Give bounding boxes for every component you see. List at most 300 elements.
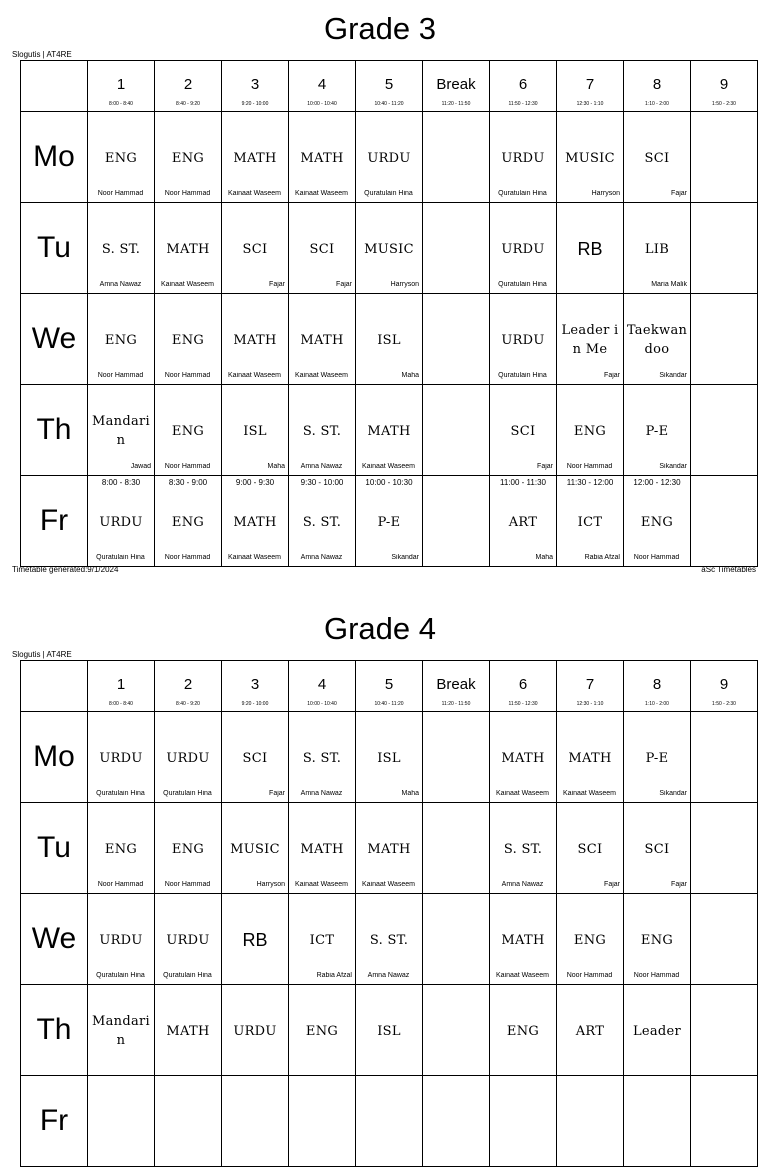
lesson-cell [356, 894, 423, 985]
lesson-cell [490, 712, 557, 803]
subject-label: ART [575, 1023, 605, 1039]
teacher-name: Noor Hammad [566, 463, 613, 470]
lesson-cell [624, 894, 691, 985]
teacher-name: Quratulain Hina [96, 790, 145, 797]
lesson-cell [356, 712, 423, 803]
day-label: Th [21, 385, 88, 476]
period-number: 2 [183, 676, 193, 693]
period-time: 9:20 - 10:00 [241, 101, 269, 107]
lesson-cell [88, 385, 155, 476]
teacher-name: Amna Nawaz [367, 972, 410, 979]
lesson-cell [557, 203, 624, 294]
teacher-name: Maha [267, 463, 285, 470]
subject-label: URDU [99, 932, 143, 948]
lesson-cell [222, 803, 289, 894]
empty-cell [691, 985, 758, 1076]
corner-cell [21, 661, 88, 712]
period-number: 8 [652, 76, 662, 93]
subject-label: ENG [104, 150, 138, 166]
subject-label: MATH [166, 241, 210, 257]
subject-label: RB [577, 238, 603, 259]
teacher-name: Noor Hammad [164, 190, 211, 197]
teacher-name: Maha [401, 790, 419, 797]
teacher-name: Kainaat Waseem [294, 372, 349, 379]
lesson-cell [557, 803, 624, 894]
subject-label: ENG [104, 841, 138, 857]
teacher-name: Quratulain Hina [163, 972, 212, 979]
subject-label: ENG [573, 423, 607, 439]
lesson-cell [624, 803, 691, 894]
teacher-name: Amna Nawaz [300, 554, 343, 561]
teacher-name: Maria Malik [651, 281, 687, 288]
subject-label: SCI [242, 750, 268, 766]
subject-label: ENG [640, 932, 674, 948]
day-label: Tu [21, 203, 88, 294]
period-header [691, 661, 758, 712]
lesson-cell [557, 985, 624, 1076]
period-time: 11:50 - 12:30 [508, 101, 538, 107]
subject-label: MATH [300, 332, 344, 348]
lesson-cell [490, 294, 557, 385]
period-time: 11:50 - 12:30 [508, 701, 538, 707]
teacher-name: Amna Nawaz [501, 881, 544, 888]
subject-label: LIB [644, 241, 670, 257]
subject-label: ENG [171, 150, 205, 166]
teacher-name: Rabia Afzal [584, 554, 620, 561]
lesson-cell [356, 294, 423, 385]
lesson-cell [624, 712, 691, 803]
period-header [624, 61, 691, 112]
lesson-cell [155, 985, 222, 1076]
lesson-cell [624, 203, 691, 294]
corner-cell [21, 61, 88, 112]
subject-label: URDU [99, 514, 143, 530]
period-time: 1:10 - 2:00 [645, 701, 669, 707]
lesson-cell [222, 112, 289, 203]
teacher-name: Maha [535, 554, 553, 561]
teacher-name: Fajar [336, 281, 352, 288]
subject-label: SCI [510, 423, 536, 439]
teacher-name: Kainaat Waseem [361, 881, 416, 888]
subject-label: SCI [577, 841, 603, 857]
empty-cell [691, 294, 758, 385]
lesson-cell [155, 803, 222, 894]
period-number: Break [436, 676, 476, 693]
teacher-name: Kainaat Waseem [495, 972, 550, 979]
period-header [490, 661, 557, 712]
subject-label: ENG [171, 514, 205, 530]
lesson-cell [155, 203, 222, 294]
teacher-name: Noor Hammad [97, 372, 144, 379]
teacher-name: Fajar [269, 790, 285, 797]
subject-label: SCI [309, 241, 335, 257]
empty-cell [423, 712, 490, 803]
subject-label: P-E [645, 750, 669, 766]
lesson-cell [289, 476, 356, 567]
subject-label: S. ST. [302, 514, 342, 530]
subject-label: ENG [640, 514, 674, 530]
empty-cell [423, 476, 490, 567]
teacher-name: Quratulain Hina [96, 554, 145, 561]
empty-cell [691, 476, 758, 567]
lesson-cell [88, 985, 155, 1076]
subject-label: MATH [568, 750, 612, 766]
teacher-name: Noor Hammad [164, 881, 211, 888]
empty-cell [423, 203, 490, 294]
teacher-name: Quratulain Hina [163, 790, 212, 797]
period-number: 3 [250, 676, 260, 693]
period-time: 8:00 - 8:40 [109, 101, 133, 107]
teacher-name: Sikandar [659, 372, 687, 379]
lesson-cell [624, 294, 691, 385]
period-header [289, 661, 356, 712]
subject-label: ICT [577, 514, 603, 530]
teacher-name: Kainaat Waseem [227, 190, 282, 197]
lesson-cell [356, 385, 423, 476]
subject-label: S. ST. [302, 750, 342, 766]
subject-label: MATH [300, 150, 344, 166]
lesson-cell [557, 112, 624, 203]
empty-cell [423, 294, 490, 385]
lesson-cell [289, 203, 356, 294]
period-time: 1:50 - 2:30 [712, 701, 736, 707]
subject-label: URDU [233, 1023, 277, 1039]
lesson-cell [490, 112, 557, 203]
teacher-name: Quratulain Hina [364, 190, 413, 197]
lesson-time: 11:00 - 11:30 [500, 478, 546, 487]
period-header [88, 661, 155, 712]
day-label: Mo [21, 712, 88, 803]
empty-cell [88, 1076, 155, 1167]
subject-label: URDU [501, 332, 545, 348]
subject-label: ENG [171, 423, 205, 439]
subject-label: Taekwandoo [626, 323, 688, 357]
lesson-cell [490, 894, 557, 985]
period-number: 9 [719, 76, 729, 93]
teacher-name: Sikandar [659, 790, 687, 797]
period-number: 6 [518, 76, 528, 93]
lesson-cell [356, 985, 423, 1076]
lesson-cell [557, 712, 624, 803]
empty-cell [691, 112, 758, 203]
period-time: 8:00 - 8:40 [109, 701, 133, 707]
subject-label: MATH [501, 932, 545, 948]
teacher-name: Noor Hammad [633, 554, 680, 561]
period-header [356, 61, 423, 112]
school-name: Slogutis | AT4RE [12, 650, 72, 659]
lesson-cell [88, 476, 155, 567]
empty-cell [155, 1076, 222, 1167]
lesson-time: 11:30 - 12:00 [566, 478, 614, 487]
teacher-name: Fajar [604, 372, 620, 379]
day-label: We [21, 894, 88, 985]
lesson-cell [88, 712, 155, 803]
subject-label: URDU [166, 932, 210, 948]
empty-cell [423, 803, 490, 894]
empty-cell [423, 985, 490, 1076]
period-time: 12:30 - 1:10 [576, 701, 604, 707]
teacher-name: Kainaat Waseem [227, 372, 282, 379]
subject-label: URDU [166, 750, 210, 766]
subject-label: Leader in Me [561, 323, 619, 357]
subject-label: RB [242, 929, 268, 950]
period-header [88, 61, 155, 112]
subject-label: MUSIC [565, 150, 615, 166]
subject-label: MATH [166, 1023, 210, 1039]
subject-label: P-E [645, 423, 669, 439]
empty-cell [289, 1076, 356, 1167]
empty-cell [490, 1076, 557, 1167]
period-time: 8:40 - 9:20 [176, 101, 200, 107]
period-header [155, 61, 222, 112]
period-time: 8:40 - 9:20 [176, 701, 200, 707]
empty-cell [356, 1076, 423, 1167]
teacher-name: Quratulain Hina [498, 372, 547, 379]
subject-label: URDU [99, 750, 143, 766]
period-header [490, 61, 557, 112]
teacher-name: Kainaat Waseem [495, 790, 550, 797]
teacher-name: Kainaat Waseem [562, 790, 617, 797]
period-time: 1:10 - 2:00 [645, 101, 669, 107]
lesson-cell [289, 385, 356, 476]
subject-label: ISL [377, 332, 401, 348]
period-header [624, 661, 691, 712]
lesson-cell [490, 803, 557, 894]
subject-label: Mandarin [92, 1014, 150, 1048]
subject-label: ENG [104, 332, 138, 348]
period-time: 11:20 - 11:50 [441, 701, 471, 707]
period-header [423, 661, 490, 712]
teacher-name: Quratulain Hina [96, 972, 145, 979]
lesson-cell [222, 294, 289, 385]
empty-cell [691, 203, 758, 294]
lesson-cell [289, 803, 356, 894]
empty-cell [691, 1076, 758, 1167]
lesson-cell [490, 385, 557, 476]
period-header [356, 661, 423, 712]
empty-cell [222, 1076, 289, 1167]
period-number: 5 [384, 76, 394, 93]
lesson-cell [557, 476, 624, 567]
day-label: Mo [21, 112, 88, 203]
subject-label: ISL [243, 423, 267, 439]
subject-label: S. ST. [101, 241, 141, 257]
lesson-cell [624, 112, 691, 203]
lesson-cell [222, 894, 289, 985]
lesson-cell [490, 476, 557, 567]
teacher-name: Quratulain Hina [498, 281, 547, 288]
subject-label: ISL [377, 750, 401, 766]
teacher-name: Amna Nawaz [300, 463, 343, 470]
period-time: 10:40 - 11:20 [374, 701, 404, 707]
period-number: 7 [585, 76, 595, 93]
period-number: 1 [116, 76, 126, 93]
lesson-cell [557, 894, 624, 985]
subject-label: MATH [367, 423, 411, 439]
empty-cell [691, 712, 758, 803]
empty-cell [624, 1076, 691, 1167]
period-header [557, 661, 624, 712]
lesson-cell [490, 985, 557, 1076]
period-header [222, 661, 289, 712]
subject-label: URDU [501, 241, 545, 257]
period-time: 10:40 - 11:20 [374, 101, 404, 107]
lesson-cell [624, 385, 691, 476]
teacher-name: Harryson [591, 190, 620, 197]
subject-label: MATH [233, 514, 277, 530]
subject-label: MATH [300, 841, 344, 857]
teacher-name: Sikandar [659, 463, 687, 470]
empty-cell [557, 1076, 624, 1167]
subject-label: ART [508, 514, 538, 530]
lesson-cell [222, 712, 289, 803]
period-time: 1:50 - 2:30 [712, 101, 736, 107]
timetable-grid [20, 60, 758, 567]
subject-label: S. ST. [369, 932, 409, 948]
period-time: 10:00 - 10:40 [307, 701, 337, 707]
period-header [557, 61, 624, 112]
lesson-cell [155, 294, 222, 385]
lesson-cell [88, 112, 155, 203]
day-label: We [21, 294, 88, 385]
period-number: 8 [652, 676, 662, 693]
lesson-cell [289, 985, 356, 1076]
subject-label: ENG [573, 932, 607, 948]
lesson-cell [222, 476, 289, 567]
subject-label: MATH [233, 150, 277, 166]
lesson-cell [88, 803, 155, 894]
period-number: 9 [719, 676, 729, 693]
subject-label: URDU [367, 150, 411, 166]
teacher-name: Kainaat Waseem [294, 881, 349, 888]
lesson-time: 8:00 - 8:30 [101, 478, 141, 487]
period-header [222, 61, 289, 112]
period-number: 5 [384, 676, 394, 693]
empty-cell [691, 894, 758, 985]
empty-cell [691, 803, 758, 894]
teacher-name: Maha [401, 372, 419, 379]
subject-label: SCI [242, 241, 268, 257]
teacher-name: Sikandar [391, 554, 419, 561]
lesson-time: 9:00 - 9:30 [235, 478, 275, 487]
subject-label: ISL [377, 1023, 401, 1039]
period-header [289, 61, 356, 112]
lesson-cell [222, 985, 289, 1076]
teacher-name: Kainaat Waseem [160, 281, 215, 288]
period-number: 1 [116, 676, 126, 693]
day-label: Fr [21, 1076, 88, 1167]
generated-date: Timetable generated:9/1/2024 [12, 565, 119, 574]
lesson-cell [88, 894, 155, 985]
teacher-name: Fajar [671, 190, 687, 197]
timetable-title: Grade 4 [323, 611, 436, 646]
teacher-name: Kainaat Waseem [227, 554, 282, 561]
subject-label: MATH [501, 750, 545, 766]
subject-label: ENG [171, 841, 205, 857]
period-number: 6 [518, 676, 528, 693]
day-label: Th [21, 985, 88, 1076]
lesson-cell [557, 294, 624, 385]
lesson-cell [155, 476, 222, 567]
subject-label: MATH [367, 841, 411, 857]
teacher-name: Noor Hammad [164, 372, 211, 379]
lesson-cell [624, 985, 691, 1076]
brand-label: aSc Timetables [701, 565, 756, 574]
teacher-name: Jawad [130, 463, 151, 470]
period-number: 3 [250, 76, 260, 93]
subject-label: Mandarin [92, 414, 150, 448]
teacher-name: Noor Hammad [164, 554, 211, 561]
period-number: 4 [317, 76, 327, 93]
period-time: 12:30 - 1:10 [576, 101, 604, 107]
subject-label: ENG [305, 1023, 339, 1039]
teacher-name: Noor Hammad [97, 881, 144, 888]
teacher-name: Amna Nawaz [99, 281, 142, 288]
teacher-name: Amna Nawaz [300, 790, 343, 797]
period-time: 9:20 - 10:00 [241, 701, 269, 707]
subject-label: Leader [632, 1023, 682, 1039]
day-label: Tu [21, 803, 88, 894]
period-header [691, 61, 758, 112]
lesson-cell [155, 112, 222, 203]
lesson-cell [222, 385, 289, 476]
lesson-cell [356, 476, 423, 567]
teacher-name: Rabia Afzal [316, 972, 352, 979]
teacher-name: Quratulain Hina [498, 190, 547, 197]
subject-label: ENG [506, 1023, 540, 1039]
subject-label: MUSIC [364, 241, 414, 257]
lesson-cell [289, 294, 356, 385]
subject-label: ENG [171, 332, 205, 348]
lesson-cell [289, 894, 356, 985]
period-time: 10:00 - 10:40 [307, 101, 337, 107]
lesson-cell [155, 712, 222, 803]
teacher-name: Noor Hammad [97, 190, 144, 197]
subject-label: URDU [501, 150, 545, 166]
period-number: 7 [585, 676, 595, 693]
lesson-cell [557, 385, 624, 476]
subject-label: ICT [309, 932, 335, 948]
timetable-grid [20, 660, 758, 1167]
subject-label: MATH [233, 332, 277, 348]
lesson-time: 12:00 - 12:30 [633, 478, 681, 487]
timetable-title: Grade 3 [323, 11, 436, 46]
empty-cell [423, 1076, 490, 1167]
lesson-cell [624, 476, 691, 567]
teacher-name: Fajar [269, 281, 285, 288]
lesson-cell [222, 203, 289, 294]
period-number: 2 [183, 76, 193, 93]
subject-label: MUSIC [230, 841, 280, 857]
lesson-time: 8:30 - 9:00 [168, 478, 208, 487]
subject-label: S. ST. [503, 841, 543, 857]
lesson-cell [289, 712, 356, 803]
subject-label: SCI [644, 841, 670, 857]
school-name: Slogutis | AT4RE [12, 50, 72, 59]
teacher-name: Fajar [537, 463, 553, 470]
empty-cell [423, 112, 490, 203]
lesson-time: 9:30 - 10:00 [300, 478, 344, 487]
lesson-cell [155, 385, 222, 476]
teacher-name: Fajar [604, 881, 620, 888]
lesson-cell [356, 803, 423, 894]
lesson-cell [155, 894, 222, 985]
lesson-cell [356, 203, 423, 294]
subject-label: S. ST. [302, 423, 342, 439]
lesson-cell [490, 203, 557, 294]
period-number: Break [436, 76, 476, 93]
period-header [423, 61, 490, 112]
